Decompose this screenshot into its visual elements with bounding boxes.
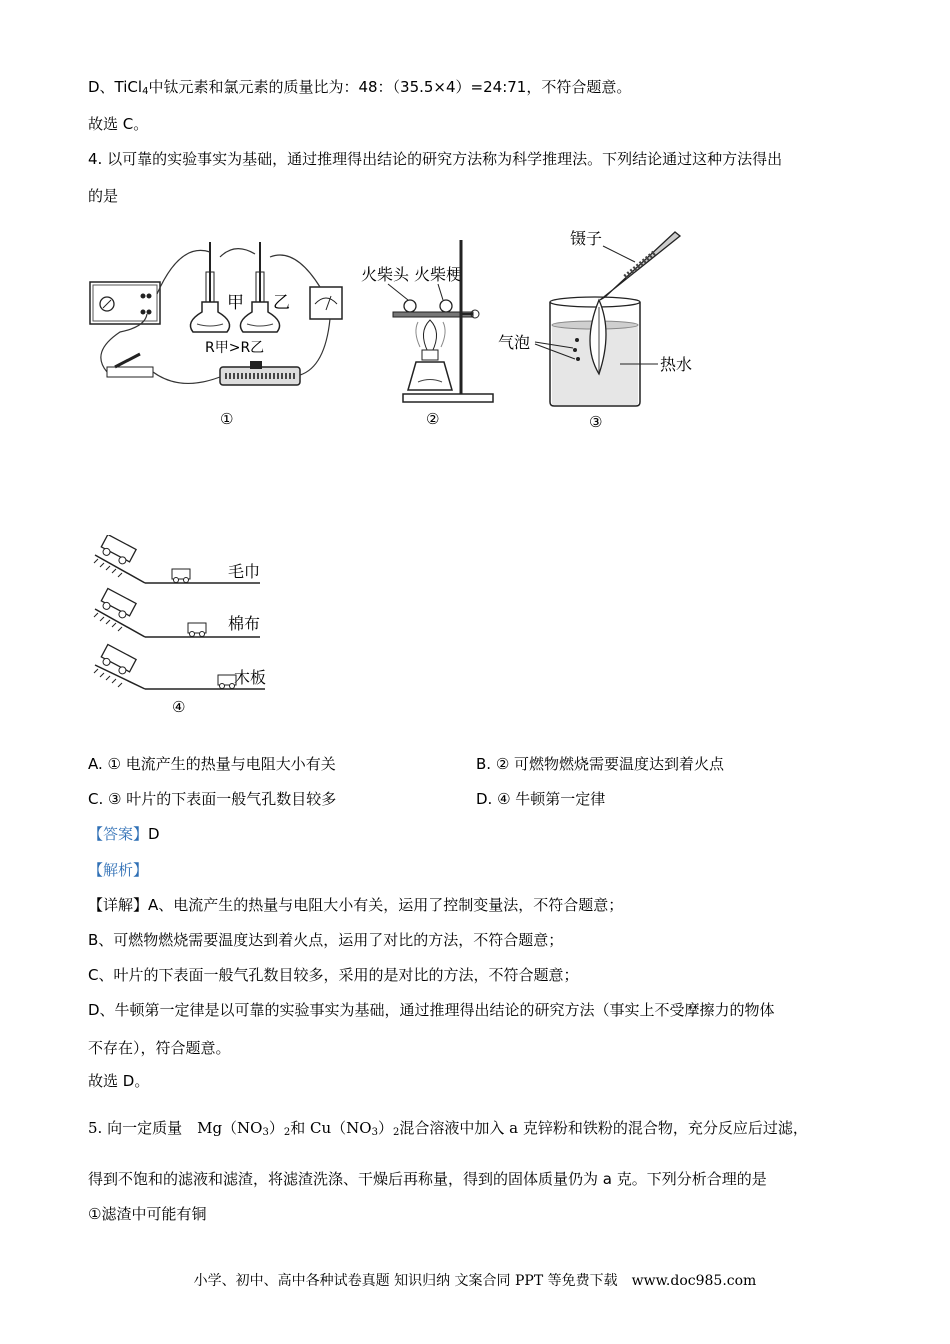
detail-d-line-2: 不存在），符合题意。 (88, 1039, 231, 1057)
label-jia: 甲 (227, 293, 244, 313)
label-hot-water: 热水 (660, 355, 693, 374)
figure-3-number: ③ (589, 413, 603, 431)
detail-conclusion: 故选 D。 (88, 1072, 150, 1090)
figure-1-circuit (85, 232, 345, 432)
label-match-head: 火柴头 (361, 265, 410, 284)
ramp-cotton (94, 588, 260, 637)
figure-3-leaf (495, 222, 710, 434)
page-footer: 小学、初中、高中各种试卷真题 知识归纳 文案合同 PPT 等免费下载 www.doc985.com (193, 1273, 757, 1289)
detail-d-line-1: D、牛顿第一定律是以可靠的实验事实为基础，通过推理得出结论的研究方法（事实上不受摩擦力的物体 (88, 1001, 775, 1019)
label-bubbles: 气泡 (498, 333, 531, 352)
detail-a: 【详解】A、电流产生的热量与电阻大小有关，运用了控制变量法，不符合题意； (88, 896, 624, 914)
figure-1-number: ① (220, 410, 234, 428)
figure-4-number: ④ (172, 698, 186, 716)
resistance-formula: R甲>R乙 (205, 340, 265, 356)
figure-2-burning (358, 232, 498, 432)
question-5-line-2: 得到不饱和的滤液和滤渣，将滤渣洗涤、干燥后再称量，得到的固体质量仍为 a 克。下列分析合理的是 (88, 1170, 767, 1188)
question-5-line-1: 5. 向一定质量 $Mg(NO_3)_2$和 $Cu(NO_3)_2$混合溶液中加入 a 克锌粉和铁粉的混合物，充分反应后过滤， (88, 1119, 808, 1138)
figure-2-number: ② (426, 410, 440, 428)
option-d: D. ④ 牛顿第一定律 (476, 790, 606, 808)
analysis-tag: 【解析】 (88, 861, 149, 879)
label-match-stick: 火柴梗 (414, 265, 463, 284)
option-a: A. ① 电流产生的热量与电阻大小有关 (88, 755, 336, 773)
answer-tag: 【答案】 (88, 825, 149, 843)
detail-b: B、可燃物燃烧需要温度达到着火点，运用了对比的方法，不符合题意； (88, 931, 564, 949)
question-4-line-1: 4. 以可靠的实验事实为基础，通过推理得出结论的研究方法称为科学推理法。下列结论通过这种方法得出 (88, 150, 783, 168)
text-line-d-ticl4: D、TiCl$_4$中钛元素和氯元素的质量比为：48：（35.5×4）=24:71，不符合题意。 (88, 78, 632, 97)
option-b: B. ② 可燃物燃烧需要温度达到着火点 (476, 755, 725, 773)
ramp-towel (94, 535, 260, 583)
answer-value: D (148, 825, 160, 843)
detail-c: C、叶片的下表面一般气孔数目较多，采用的是对比的方法，不符合题意； (88, 966, 579, 984)
detail-tag: 【详解】 (88, 896, 149, 914)
label-towel: 毛巾 (228, 562, 261, 581)
answer-line (88, 823, 160, 844)
flask-jia (190, 242, 229, 332)
text-line-choose-c: 故选 C。 (88, 115, 149, 133)
question-5-item-1: ①滤渣中可能有铜 (88, 1205, 207, 1223)
option-c: C. ③ 叶片的下表面一般气孔数目较多 (88, 790, 337, 808)
label-tweezers: 镊子 (570, 229, 603, 248)
label-yi: 乙 (273, 293, 290, 313)
label-wood: 木板 (234, 668, 267, 687)
question-4-line-2: 的是 (88, 187, 119, 205)
figure-4-ramps (90, 535, 280, 720)
label-cotton: 棉布 (228, 614, 261, 633)
ramp-wood (94, 644, 266, 689)
